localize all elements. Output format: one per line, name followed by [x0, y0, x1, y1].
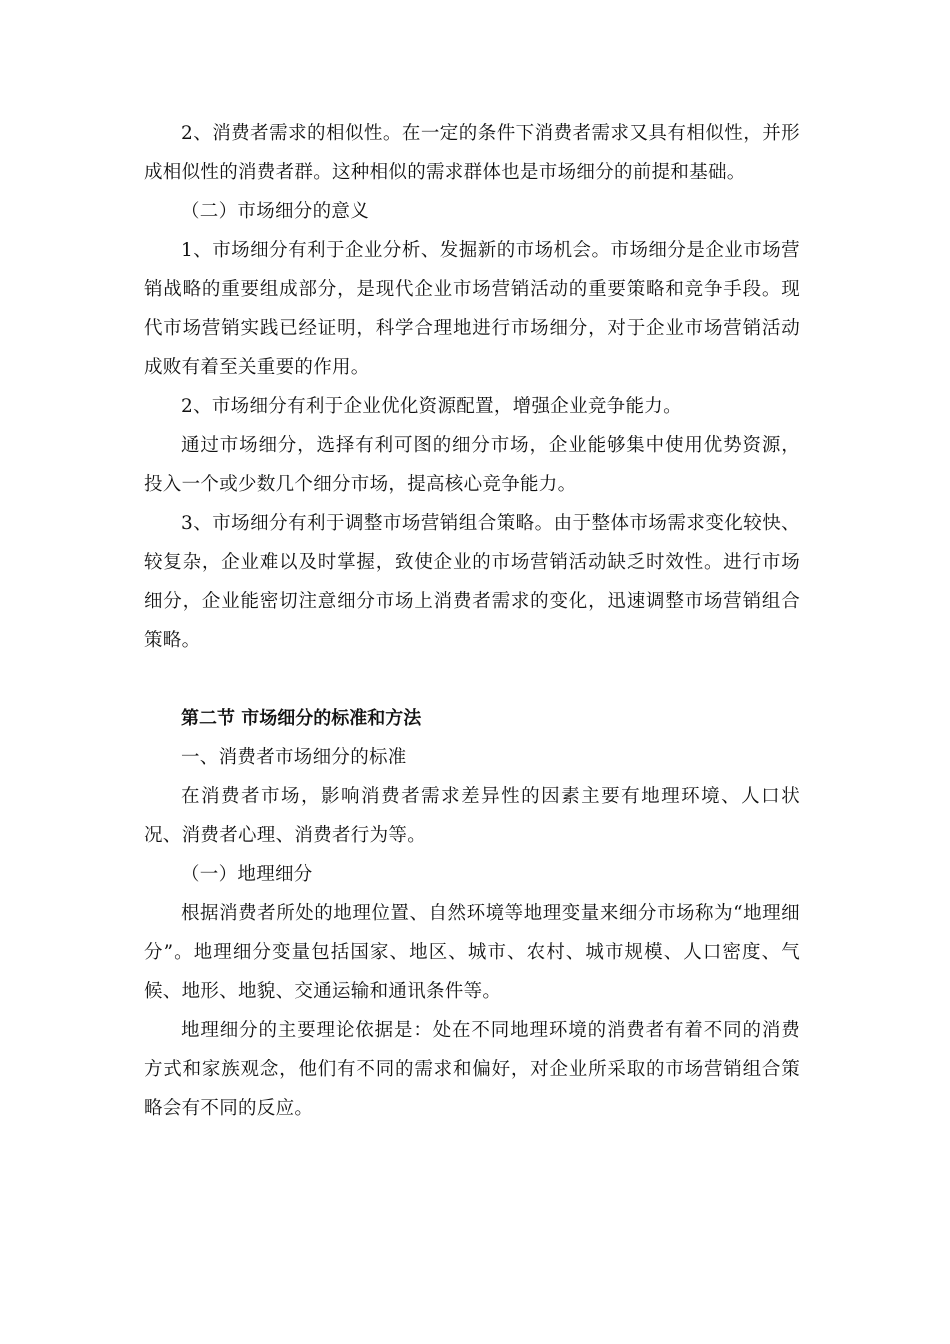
subheading-geographic: （一）地理细分 — [181, 864, 313, 885]
paragraph-point-1: 1、市场细分有利于企业分析、发掘新的市场机会。市场细分是企业市场营销战略的重要组成部分，是现代企业市场营销活动的重要策略和竞争手段。现代市场营销实践已经证明，科学合理地进行市场细分，对于企业市场营销活动成败有着至关重要的作用。 — [144, 240, 800, 378]
paragraph-similarity: 2、消费者需求的相似性。在一定的条件下消费者需求又具有相似性，并形成相似性的消费者群。这种相似的需求群体也是市场细分的前提和基础。 — [144, 123, 800, 183]
paragraph-geographic-basis: 地理细分的主要理论依据是：处在不同地理环境的消费者有着不同的消费方式和家族观念，他们有不同的需求和偏好，对企业所采取的市场营销组合策略会有不同的反应。 — [144, 1020, 800, 1119]
paragraph-point-2: 2、市场细分有利于企业优化资源配置，增强企业竞争能力。 — [181, 396, 682, 417]
section-title: 第二节 市场细分的标准和方法 — [181, 708, 422, 729]
paragraph-point-3: 3、市场细分有利于调整市场营销组合策略。由于整体市场需求变化较快、较复杂，企业难以及时掌握，致使企业的市场营销活动缺乏时效性。进行市场细分，企业能密切注意细分市场上消费者需求的变化，迅速调整市场营销组合策略。 — [144, 513, 800, 651]
subheading-consumer-standards: 一、消费者市场细分的标准 — [181, 747, 407, 768]
subheading-significance: （二）市场细分的意义 — [181, 201, 370, 222]
paragraph-consumer-factors: 在消费者市场，影响消费者需求差异性的因素主要有地理环境、人口状况、消费者心理、消费者行为等。 — [144, 786, 800, 846]
paragraph-point-2-detail: 通过市场细分，选择有利可图的细分市场，企业能够集中使用优势资源，投入一个或少数几个细分市场，提高核心竞争能力。 — [144, 435, 800, 495]
paragraph-geographic-definition: 根据消费者所处的地理位置、自然环境等地理变量来细分市场称为“地理细分”。地理细分变量包括国家、地区、城市、农村、城市规模、人口密度、气候、地形、地貌、交通运输和通讯条件等。 — [144, 903, 800, 1002]
